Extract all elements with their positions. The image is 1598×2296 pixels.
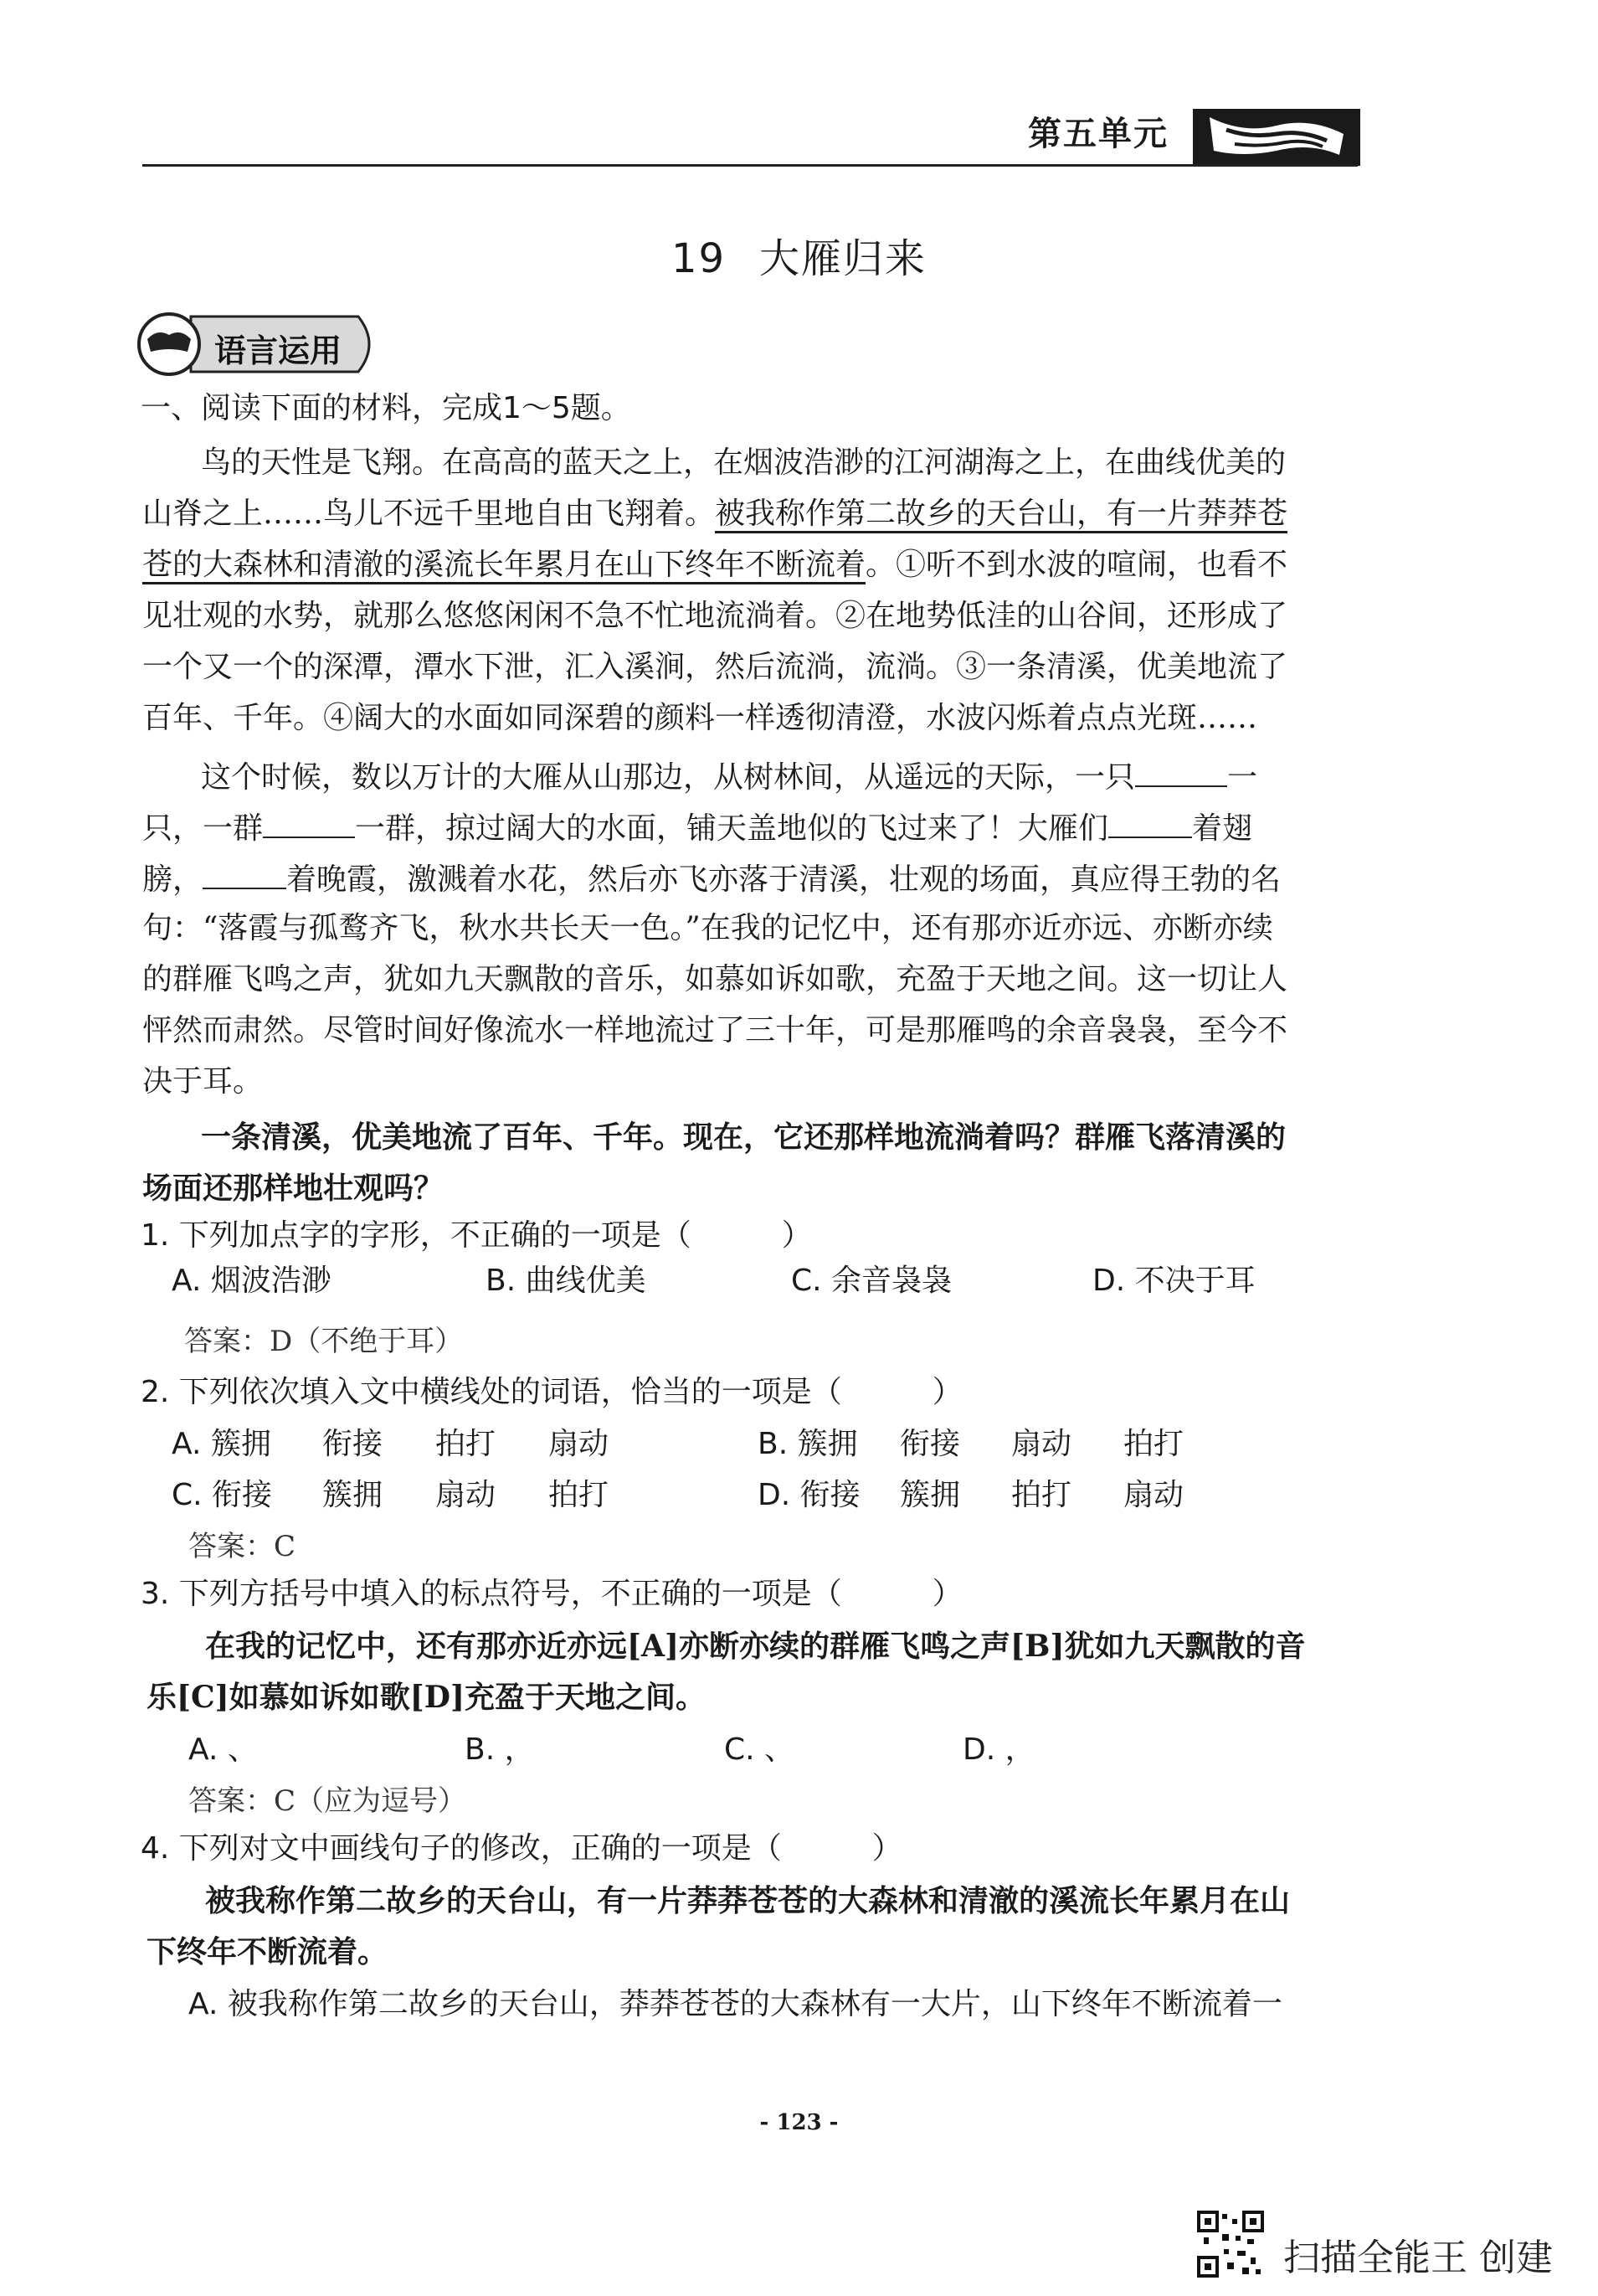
passage-text: 山脊之上……鸟儿不远千里地自由飞翔着。 bbox=[142, 497, 716, 531]
q3-option-b[interactable]: B. ， bbox=[465, 1732, 535, 1767]
unit-label: 第五单元 bbox=[1028, 115, 1169, 153]
q2-option-word: 扇动 bbox=[548, 1427, 609, 1461]
q2-option-a[interactable]: A. 簇拥 bbox=[172, 1427, 271, 1461]
q4-option-a[interactable]: A. 被我称作第二故乡的天台山，莽莽苍苍的大森林有一大片，山下终年不断流着一 bbox=[188, 1987, 1282, 2021]
q1-option-c[interactable]: C. 余音袅袅 bbox=[791, 1264, 953, 1298]
q2-option-word: 衔接 bbox=[900, 1427, 961, 1461]
q2-option-word: 簇拥 bbox=[900, 1478, 961, 1512]
q3-option-a[interactable]: A. 、 bbox=[188, 1732, 258, 1767]
passage-line: 场面还那样地壮观吗？ bbox=[142, 1171, 444, 1206]
q1-option-d[interactable]: D. 不决于耳 bbox=[1092, 1264, 1256, 1298]
passage-line: 句：“落霞与孤鹜齐飞，秋水共长天一色。”在我的记忆中，还有那亦近亦远、亦断亦续 bbox=[142, 911, 1273, 945]
q2-answer: 答案：C bbox=[188, 1530, 296, 1563]
q2-option-word: 拍打 bbox=[1123, 1427, 1184, 1461]
passage-line: 一条清溪，优美地流了百年、千年。现在，它还那样地流淌着吗？群雁飞落清溪的 bbox=[201, 1120, 1287, 1155]
q2-option-word: 扇动 bbox=[435, 1478, 496, 1512]
q2-option-word: 扇动 bbox=[1011, 1427, 1072, 1461]
q1-option-a[interactable]: A. 烟波浩渺 bbox=[172, 1264, 331, 1298]
passage-line bbox=[142, 550, 1287, 580]
q1-answer: 答案：D（不绝于耳） bbox=[184, 1325, 464, 1358]
lesson-number: 19 bbox=[671, 235, 727, 282]
passage-text: 着晚霞，激溅着水花，然后亦飞亦落于清溪，壮观的场面，真应得王勃的名 bbox=[286, 862, 1282, 897]
lesson-title-text: 大雁归来 bbox=[759, 235, 927, 282]
question-2-stem: 2. 下列依次填入文中横线处的词语，恰当的一项是（ ） bbox=[141, 1375, 963, 1409]
q1-option-b[interactable]: B. 曲线优美 bbox=[486, 1264, 646, 1298]
passage-text: 。①听不到水波的喧闹，也看不 bbox=[866, 548, 1288, 582]
section-label: 语言运用 bbox=[214, 332, 342, 369]
question-1-stem: 1. 下列加点字的字形，不正确的一项是（ ） bbox=[141, 1218, 812, 1253]
passage-text: 只，一群 bbox=[142, 811, 264, 846]
scanner-watermark: 扫描全能王 创建 bbox=[1283, 2237, 1553, 2279]
q3-text: 在我的记忆中，还有那亦近亦远[A]亦断亦续的群雁飞鸣之声[B]犹如九天飘散的音 bbox=[205, 1629, 1306, 1664]
q3-option-d[interactable]: D. ， bbox=[963, 1732, 1035, 1767]
q2-option-word: 拍打 bbox=[548, 1478, 609, 1512]
passage-line: 决于耳。 bbox=[142, 1064, 264, 1099]
passage-text: 膀， bbox=[142, 862, 203, 897]
fill-blank[interactable] bbox=[1108, 811, 1192, 838]
passage-line bbox=[142, 862, 1281, 895]
passage-text: 这个时候，数以万计的大雁从山那边，从树林间，从遥远的天际，一只 bbox=[201, 760, 1136, 795]
question-4-stem: 4. 下列对文中画线句子的修改，正确的一项是（ ） bbox=[141, 1831, 902, 1866]
q4-text: 下终年不断流着。 bbox=[146, 1934, 388, 1969]
book-logo-icon bbox=[1193, 109, 1360, 166]
passage-text: 着翅 bbox=[1192, 811, 1253, 846]
passage-line bbox=[142, 811, 1252, 844]
passage-text: 一 bbox=[1227, 760, 1258, 795]
q3-answer: 答案：C（应为逗号） bbox=[188, 1784, 467, 1818]
passage-line bbox=[201, 760, 1257, 793]
passage-line: 怦然而肃然。尽管时间好像流水一样地流过了三十年，可是那雁鸣的余音袅袅，至今不 bbox=[142, 1013, 1288, 1048]
q2-option-c[interactable]: C. 衔接 bbox=[172, 1478, 273, 1512]
underlined-sentence: 苍的大森林和清澈的溪流长年累月在山下终年不断流着 bbox=[142, 548, 866, 582]
q3-text: 乐[C]如慕如诉如歌[D]充盈于天地之间。 bbox=[146, 1680, 707, 1715]
lesson-title bbox=[0, 226, 1598, 284]
fill-blank[interactable] bbox=[203, 862, 286, 889]
q2-option-word: 簇拥 bbox=[322, 1478, 383, 1512]
q2-option-word: 衔接 bbox=[322, 1427, 383, 1461]
instruction: 一、阅读下面的材料，完成1～5题。 bbox=[141, 391, 631, 425]
q2-option-word: 扇动 bbox=[1123, 1478, 1184, 1512]
passage-line: 见壮观的水势，就那么悠悠闲闲不急不忙地流淌着。②在地势低洼的山谷间，还形成了 bbox=[142, 599, 1288, 633]
passage-line: 的群雁飞鸣之声，犹如九天飘散的音乐，如慕如诉如歌，充盈于天地之间。这一切让人 bbox=[142, 962, 1288, 996]
qr-code-icon bbox=[1197, 2211, 1264, 2278]
header-divider bbox=[142, 164, 1358, 167]
question-3-stem: 3. 下列方括号中填入的标点符号，不正确的一项是（ ） bbox=[141, 1577, 963, 1611]
q2-option-b[interactable]: B. 簇拥 bbox=[758, 1427, 858, 1461]
fill-blank[interactable] bbox=[1135, 760, 1227, 787]
fill-blank[interactable] bbox=[263, 811, 355, 838]
passage-line: 一个又一个的深潭，潭水下泄，汇入溪涧，然后流淌，流淌。③一条清溪，优美地流了 bbox=[142, 650, 1288, 684]
passage-line: 百年、千年。④阔大的水面如同深碧的颜料一样透彻清澄，水波闪烁着点点光斑…… bbox=[142, 701, 1258, 735]
q4-text: 被我称作第二故乡的天台山，有一片莽莽苍苍的大森林和清澈的溪流长年累月在山 bbox=[205, 1883, 1291, 1918]
q2-option-d[interactable]: D. 衔接 bbox=[758, 1478, 861, 1512]
underlined-sentence: 被我称作第二故乡的天台山，有一片莽莽苍 bbox=[715, 497, 1288, 531]
passage-text: 一群，掠过阔大的水面，铺天盖地似的飞过来了！大雁们 bbox=[355, 811, 1109, 846]
page-number: - 123 - bbox=[759, 2110, 839, 2135]
passage-line bbox=[142, 499, 1287, 529]
q2-option-word: 拍打 bbox=[1011, 1478, 1072, 1512]
passage-line: 鸟的天性是飞翔。在高高的蓝天之上，在烟波浩渺的江河湖海之上，在曲线优美的 bbox=[201, 445, 1287, 480]
q2-option-word: 拍打 bbox=[435, 1427, 496, 1461]
q3-option-c[interactable]: C. 、 bbox=[724, 1732, 795, 1767]
